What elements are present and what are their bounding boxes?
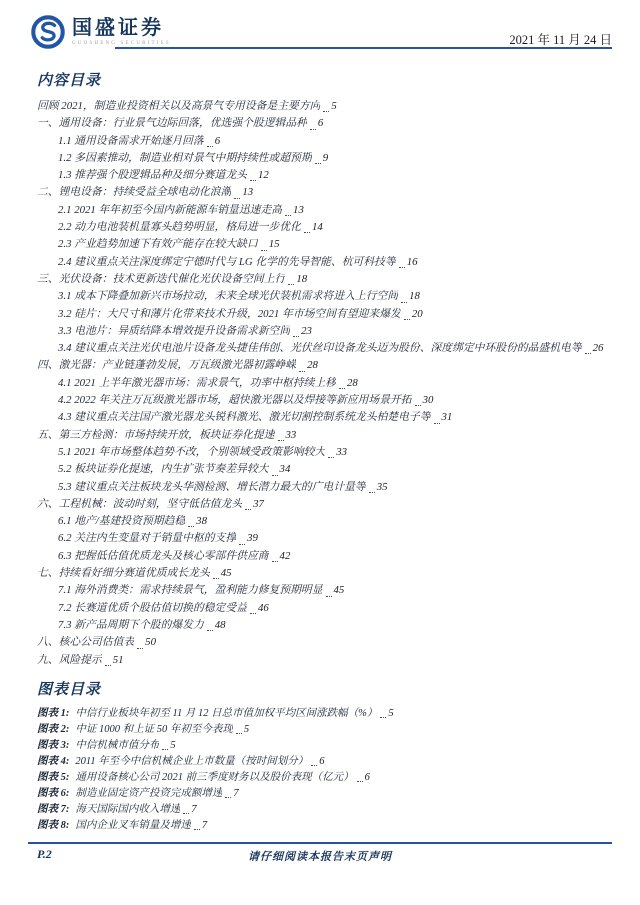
toc-item-label: 1.2 多因素推动，制造业相对景气中期持续性或超预期 bbox=[58, 151, 312, 164]
toc-dot-leader bbox=[285, 214, 291, 216]
toc-dot-leader bbox=[404, 318, 410, 320]
toc-item-page: 33 bbox=[285, 428, 297, 441]
toc-item bbox=[37, 254, 610, 271]
toc-item-label: 3.1 成本下降叠加新兴市场拉动，未来全球光伏装机需求将进入上行空间 bbox=[58, 290, 399, 303]
toc-item-label: 4.3 建议重点关注国产激光器龙头锐科激光、激光切割控制系统龙头柏楚电子等 bbox=[58, 411, 431, 424]
toc-item bbox=[37, 115, 610, 132]
toc-item-page: 16 bbox=[406, 255, 418, 268]
page-content bbox=[37, 70, 610, 833]
figure-item-number: 图表 4: bbox=[37, 755, 70, 767]
figure-dot-leader bbox=[236, 732, 242, 734]
figure-dot-leader bbox=[194, 828, 200, 830]
toc-dot-leader bbox=[304, 231, 310, 233]
toc-item bbox=[37, 150, 610, 167]
toc-dot-leader bbox=[323, 110, 329, 112]
toc-dot-leader bbox=[585, 352, 591, 354]
figure-item-page: 7 bbox=[191, 803, 197, 815]
figure-dot-leader bbox=[311, 764, 317, 766]
figure-item bbox=[37, 737, 610, 753]
toc-item-page: 6 bbox=[214, 134, 221, 147]
page-header bbox=[30, 14, 612, 50]
toc-item-page: 12 bbox=[257, 169, 269, 182]
toc-dot-leader bbox=[299, 370, 305, 372]
figure-item-page: 6 bbox=[364, 771, 370, 783]
toc-dot-leader bbox=[326, 595, 332, 597]
toc-item bbox=[37, 98, 610, 115]
toc-dot-leader bbox=[288, 283, 294, 285]
toc-item-page: 5 bbox=[331, 100, 337, 112]
toc-item bbox=[37, 634, 610, 651]
toc-dot-leader bbox=[415, 404, 421, 406]
toc-dot-leader bbox=[399, 266, 405, 268]
toc-dot-leader bbox=[245, 508, 251, 510]
report-date: 2021 年 11 月 24 日 bbox=[509, 33, 612, 47]
toc-item-label: 2.1 2021 年年初至今国内新能源车销量迅速走高 bbox=[58, 203, 283, 216]
toc-item-page: 46 bbox=[257, 601, 269, 614]
guosheng-logo-icon bbox=[30, 14, 66, 50]
toc-item-label: 1.1 通用设备需求开始逐月回落 bbox=[58, 134, 204, 147]
figure-item-label: 中证 1000 和上证 50 年初至今表现 bbox=[75, 723, 233, 735]
figure-item-page: 5 bbox=[243, 723, 250, 735]
toc-item-page: 38 bbox=[196, 515, 207, 528]
figure-dot-leader bbox=[225, 796, 231, 798]
toc-item bbox=[37, 340, 610, 357]
toc-item bbox=[37, 357, 610, 374]
figures-section-title: 图表目录 bbox=[37, 681, 102, 698]
figure-item-label: 中信机械市值分布 bbox=[75, 739, 160, 751]
toc-section-title: 内容目录 bbox=[37, 73, 102, 89]
toc-item bbox=[37, 427, 610, 444]
toc-dot-leader bbox=[315, 162, 321, 164]
toc-list bbox=[37, 98, 610, 669]
toc-item-label: 3.3 电池片：异质结降本增效提升设备需求新空间 bbox=[58, 324, 291, 337]
toc-item bbox=[37, 306, 610, 323]
toc-item-label: 4.2 2022 年关注万瓦级激光器市场，超快激光器以及焊接等新应用场景开拓 bbox=[58, 394, 412, 407]
toc-item bbox=[37, 375, 610, 392]
toc-dot-leader bbox=[339, 387, 345, 389]
figure-item-label: 制造业固定资产投资完成额增速 bbox=[75, 787, 223, 799]
toc-item bbox=[37, 548, 610, 565]
toc-item-label: 八、核心公司估值表 bbox=[37, 636, 135, 649]
toc-item bbox=[37, 392, 610, 409]
figure-item bbox=[37, 785, 610, 801]
toc-item-page: 20 bbox=[411, 307, 423, 320]
toc-dot-leader bbox=[434, 422, 440, 424]
toc-dot-leader bbox=[310, 128, 316, 130]
figure-item bbox=[37, 817, 610, 833]
figure-item-label: 2011 年至今中信机械企业上市数量（按时间划分） bbox=[75, 755, 309, 767]
toc-item bbox=[37, 409, 610, 426]
toc-item-page: 35 bbox=[376, 480, 388, 493]
toc-item bbox=[37, 479, 610, 496]
toc-item-page: 31 bbox=[441, 411, 453, 424]
toc-item bbox=[37, 444, 610, 461]
toc-dot-leader bbox=[213, 577, 219, 579]
toc-dot-leader bbox=[207, 145, 213, 147]
toc-item-page: 30 bbox=[422, 394, 434, 407]
toc-item-label: 3.4 建议重点关注光伏电池片设备龙头捷佳伟创、光伏丝印设备龙头迈为股份、深度绑定中环股份的晶盛机电等 bbox=[58, 342, 582, 355]
toc-item bbox=[37, 184, 610, 201]
toc-item-label: 5.1 2021 年市场整体趋势不改，个别领域受政策影响较大 bbox=[58, 445, 326, 458]
toc-item bbox=[37, 288, 610, 305]
toc-item-label: 2.3 产业趋势加速下有效产能存在较大缺口 bbox=[58, 238, 258, 251]
figure-item-number: 图表 3: bbox=[37, 739, 70, 751]
figure-dot-leader bbox=[162, 748, 168, 750]
toc-item bbox=[37, 461, 610, 478]
toc-item bbox=[37, 652, 610, 669]
toc-item-page: 50 bbox=[145, 636, 156, 649]
footer-divider bbox=[28, 842, 612, 844]
toc-dot-leader bbox=[369, 491, 375, 493]
figure-item-number: 图表 5: bbox=[37, 771, 70, 783]
toc-item-label: 2.2 动力电池装机量寡头趋势明显，格局进一步优化 bbox=[58, 221, 301, 234]
toc-dot-leader bbox=[137, 647, 143, 649]
toc-item-label: 5.2 板块证券化提速，内生扩张节奏差异较大 bbox=[58, 463, 269, 476]
toc-item bbox=[37, 496, 610, 513]
toc-dot-leader bbox=[261, 249, 267, 251]
toc-item-label: 7.1 海外消费类：需求持续景气，盈利能力修复预期明显 bbox=[58, 584, 323, 597]
toc-item-page: 28 bbox=[307, 359, 318, 372]
toc-item-page: 39 bbox=[247, 532, 258, 545]
toc-item-label: 一、通用设备：行业景气边际回落，优选强个股逻辑品种 bbox=[37, 117, 307, 130]
toc-dot-leader bbox=[105, 664, 111, 666]
toc-item bbox=[37, 565, 610, 582]
toc-dot-leader bbox=[278, 439, 284, 441]
toc-item-label: 回顾 2021，制造业投资相关以及高景气专用设备是主要方向 bbox=[37, 100, 321, 112]
toc-item-page: 45 bbox=[220, 567, 232, 580]
logo-company-subtitle: GUOSHENG SECURITIES bbox=[72, 41, 171, 46]
figure-item bbox=[37, 705, 610, 721]
toc-item-page: 14 bbox=[311, 221, 323, 234]
toc-item bbox=[37, 600, 610, 617]
toc-item-page: 18 bbox=[409, 290, 420, 303]
toc-item bbox=[37, 323, 610, 340]
toc-item-label: 五、第三方检测：市场持续开放，板块证券化提速 bbox=[37, 428, 275, 441]
figure-dot-leader bbox=[183, 812, 189, 814]
figure-item bbox=[37, 721, 610, 737]
toc-item bbox=[37, 582, 610, 599]
toc-item-label: 六、工程机械：波动时刻，坚守低估值龙头 bbox=[37, 497, 243, 510]
toc-item-label: 三、光伏设备：技术更新迭代催化光伏设备空间上行 bbox=[37, 272, 286, 285]
toc-item bbox=[37, 530, 610, 547]
logo-company-name: 国盛证券 bbox=[72, 17, 164, 39]
toc-dot-leader bbox=[250, 179, 256, 181]
toc-item-label: 5.3 建议重点关注板块龙头华测检测、增长潜力最大的广电计量等 bbox=[58, 480, 366, 493]
figure-item bbox=[37, 801, 610, 817]
toc-dot-leader bbox=[239, 543, 245, 545]
toc-dot-leader bbox=[234, 197, 240, 199]
toc-item-page: 51 bbox=[112, 653, 124, 666]
toc-item bbox=[37, 236, 610, 253]
toc-item bbox=[37, 513, 610, 530]
toc-item-page: 28 bbox=[347, 376, 358, 389]
toc-dot-leader bbox=[293, 335, 299, 337]
toc-item-page: 42 bbox=[279, 549, 291, 562]
toc-item-label: 7.2 长赛道优质个股估值切换的稳定受益 bbox=[58, 601, 247, 614]
toc-dot-leader bbox=[272, 474, 278, 476]
toc-item-label: 1.3 推荐强个股逻辑品种及细分赛道龙头 bbox=[58, 169, 247, 182]
toc-item-page: 26 bbox=[592, 342, 604, 355]
toc-dot-leader bbox=[250, 612, 256, 614]
figures-list bbox=[37, 705, 610, 833]
footer-disclaimer: 请仔细阅读本报告末页声明 bbox=[248, 851, 392, 863]
toc-item-page: 18 bbox=[296, 272, 308, 285]
figure-item bbox=[37, 769, 610, 785]
toc-item-page: 23 bbox=[301, 324, 312, 337]
toc-item-page: 45 bbox=[333, 584, 345, 597]
toc-dot-leader bbox=[401, 301, 407, 303]
toc-dot-leader bbox=[207, 629, 213, 631]
toc-item-page: 37 bbox=[253, 497, 264, 510]
toc-item-label: 二、锂电设备：持续受益全球电动化浪潮 bbox=[37, 186, 232, 199]
toc-item-page: 13 bbox=[242, 186, 254, 199]
figure-item-page: 7 bbox=[233, 787, 239, 799]
toc-item-page: 33 bbox=[336, 445, 348, 458]
figure-item-page: 5 bbox=[170, 739, 176, 751]
toc-item bbox=[37, 219, 610, 236]
figure-item-label: 海天国际国内收入增速 bbox=[75, 803, 181, 815]
figure-item-number: 图表 6: bbox=[37, 787, 70, 799]
toc-item bbox=[37, 617, 610, 634]
toc-dot-leader bbox=[272, 560, 278, 562]
figure-item-page: 6 bbox=[319, 755, 325, 767]
toc-item-label: 九、风险提示 bbox=[37, 653, 102, 666]
figure-item-number: 图表 8: bbox=[37, 819, 70, 831]
figure-dot-leader bbox=[357, 780, 363, 782]
header-divider bbox=[115, 47, 612, 49]
toc-item-page: 15 bbox=[268, 238, 280, 251]
figure-item-label: 中信行业板块年初至 11 月 12 日总市值加权平均区间涨跌幅（%） bbox=[75, 707, 378, 719]
figure-item-label: 通用设备核心公司 2021 前三季度财务以及股价表现（亿元） bbox=[75, 771, 354, 783]
figure-item-number: 图表 1: bbox=[37, 707, 70, 719]
toc-item-page: 13 bbox=[293, 203, 304, 216]
toc-item-label: 2.4 建议重点关注深度绑定宁德时代与 LG 化学的先导智能、杭可科技等 bbox=[58, 255, 396, 268]
toc-item-label: 6.2 关注内生变量对于销量中枢的支撑 bbox=[58, 532, 237, 545]
toc-item-label: 3.2 硅片：大尺寸和薄片化带来技术升级，2021 年市场空间有望迎来爆发 bbox=[58, 307, 401, 320]
toc-item-label: 6.3 把握低估值优质龙头及核心零部件供应商 bbox=[58, 549, 269, 562]
figure-dot-leader bbox=[380, 716, 386, 718]
toc-item-label: 四、激光器：产业链蓬勃发展，万瓦级激光器初露峥嵘 bbox=[37, 359, 297, 372]
toc-item bbox=[37, 167, 610, 184]
toc-item-label: 7.3 新产品周期下个股的爆发力 bbox=[58, 618, 204, 631]
toc-item-label: 4.1 2021 上半年激光器市场：需求景气，功率中枢持续上移 bbox=[58, 376, 337, 389]
figure-item-number: 图表 7: bbox=[37, 803, 70, 815]
toc-dot-leader bbox=[188, 525, 194, 527]
toc-item-label: 6.1 地产/基建投资预期趋稳 bbox=[58, 515, 186, 528]
toc-item-page: 6 bbox=[317, 117, 324, 130]
toc-item-page: 48 bbox=[214, 618, 226, 631]
toc-item-page: 34 bbox=[279, 463, 291, 476]
logo-text bbox=[72, 18, 171, 46]
toc-item bbox=[37, 133, 610, 150]
figure-item-number: 图表 2: bbox=[37, 723, 70, 735]
figure-item bbox=[37, 753, 610, 769]
toc-item bbox=[37, 271, 610, 288]
figure-item-page: 7 bbox=[201, 819, 208, 831]
footer-page-number: P.2 bbox=[37, 847, 52, 861]
toc-item-page: 9 bbox=[322, 151, 329, 164]
toc-item bbox=[37, 202, 610, 219]
toc-item-label: 七、持续看好细分赛道优质成长龙头 bbox=[37, 567, 210, 580]
toc-dot-leader bbox=[328, 456, 334, 458]
figure-item-page: 5 bbox=[388, 707, 394, 719]
figure-item-label: 国内企业叉车销量及增速 bbox=[75, 819, 191, 831]
